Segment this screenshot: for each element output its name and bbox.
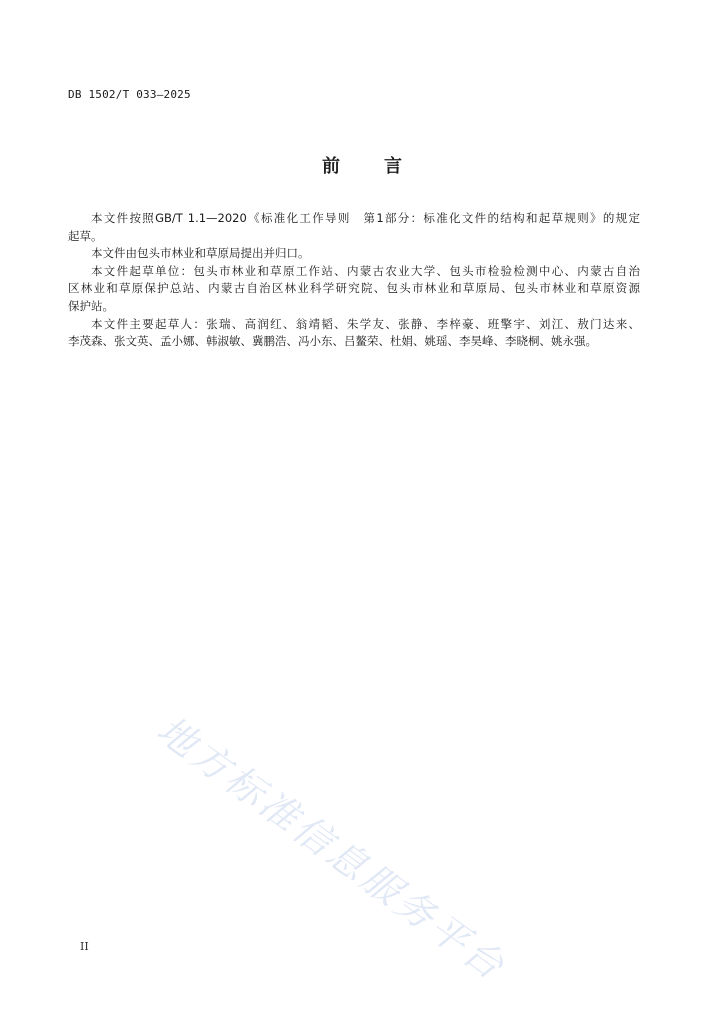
paragraph-line: 本文件起草单位：包头市林业和草原工作站、内蒙古农业大学、包头市检验检测中心、内蒙古自治 bbox=[91, 263, 640, 278]
paragraph-line: 起草。 bbox=[68, 228, 103, 243]
paragraph-line: 本文件按照GB/T 1.1—2020《标准化工作导则 第1部分：标准化文件的结构和起草规则》的规定 bbox=[91, 211, 640, 225]
paragraph-line: 区林业和草原保护总站、内蒙古自治区林业科学研究院、包头市林业和草原局、包头市林业和草原资源 bbox=[68, 281, 640, 296]
paragraph-line: 本文件主要起草人：张瑞、高润红、翁靖韬、朱学友、张静、李梓豪、班擎宇、刘江、敖门达来、 bbox=[91, 316, 640, 331]
foreword-body bbox=[68, 210, 640, 351]
page-title: 前言 bbox=[322, 156, 446, 177]
paragraph-drafting-units bbox=[68, 263, 640, 316]
paragraph-line: 李茂森、张文英、孟小娜、韩淑敏、冀鹏浩、冯小东、吕鳌荣、杜娟、姚瑶、李昊峰、李晓桐、姚永强。 bbox=[68, 334, 597, 349]
paragraph-line: 保护站。 bbox=[68, 298, 114, 313]
paragraph-proposer bbox=[68, 245, 640, 263]
paragraph-drafting-rule bbox=[68, 210, 640, 245]
document-code: DB 1502/T 033—2025 bbox=[68, 88, 191, 101]
paragraph-line: 本文件由包头市林业和草原局提出并归口。 bbox=[91, 246, 310, 261]
page-number: II bbox=[80, 940, 89, 953]
paragraph-drafters bbox=[68, 316, 640, 351]
watermark: 地方标准信息服务平台 bbox=[148, 707, 515, 990]
